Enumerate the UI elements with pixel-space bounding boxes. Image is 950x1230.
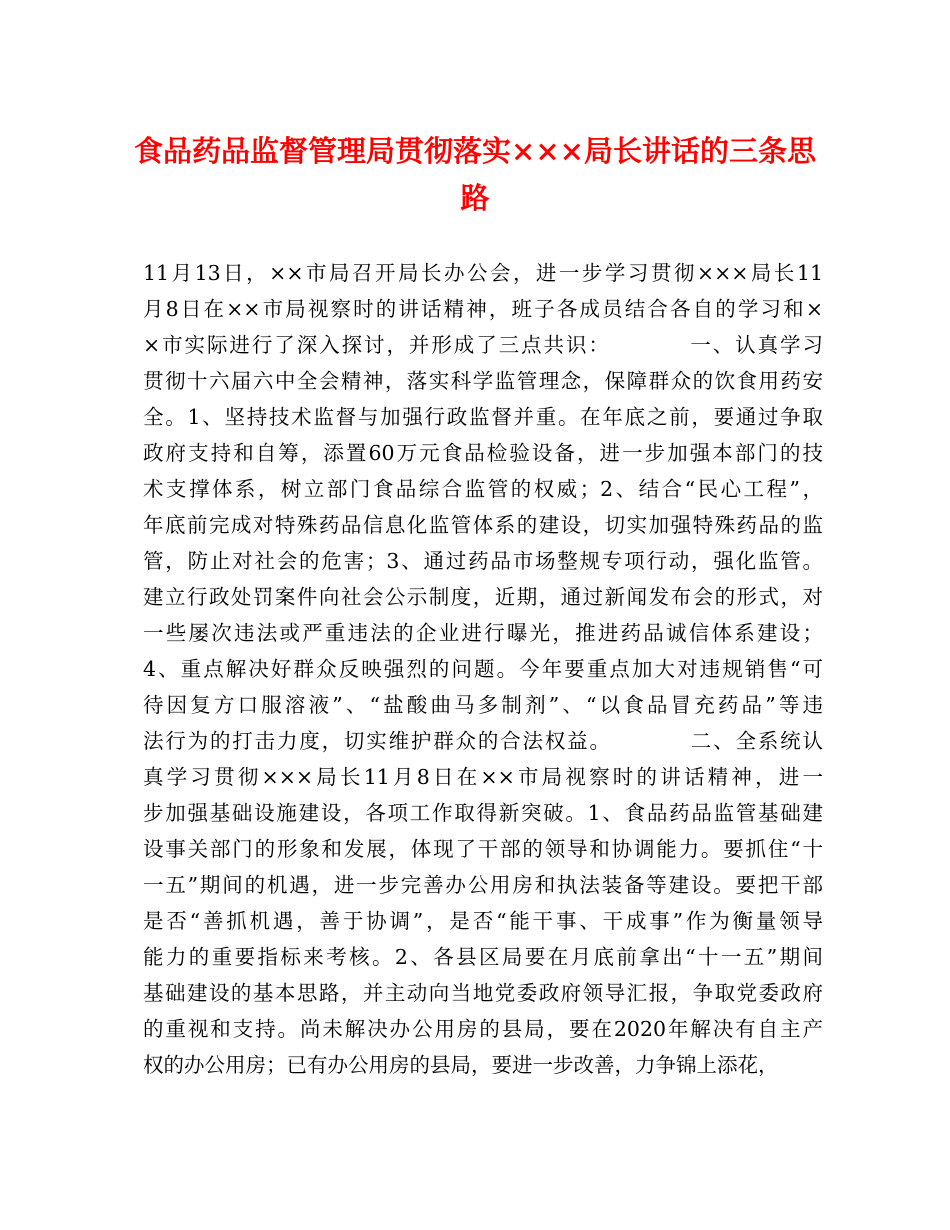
body-line: 待因复方口服溶液”、“盐酸曲马多制剂”、“以食品冒充药品”等违 <box>143 693 823 717</box>
title-line: 食品药品监督管理局贯彻落实×××局长讲话的三条思 <box>134 134 816 168</box>
body-line: 真学习贯彻×××局长11月8日在××市局视察时的讲话精神，进一 <box>143 765 823 789</box>
body-line: 建立行政处罚案件向社会公示制度，近期，通过新闻发布会的形式，对 <box>143 585 823 609</box>
body-line: 贯彻十六届六中全会精神，落实科学监管理念，保障群众的饮食用药安 <box>143 369 823 393</box>
document-body <box>143 255 823 1083</box>
body-line: 基础建设的基本思路，并主动向当地党委政府领导汇报，争取党委政府 <box>143 981 823 1005</box>
body-line: 设事关部门的形象和发展，体现了干部的领导和协调能力。要抓住“十 <box>143 837 823 861</box>
body-line: 一些屡次违法或严重违法的企业进行曝光，推进药品诚信体系建设； <box>143 621 823 645</box>
body-line: 管，防止对社会的危害；3、通过药品市场整规专项行动，强化监管。 <box>143 549 823 573</box>
body-line: 能力的重要指标来考核。2、各县区局要在月底前拿出“十一五”期间 <box>143 945 823 969</box>
document-title <box>120 128 830 222</box>
body-line: 权的办公用房；已有办公用房的县局，要进一步改善，力争锦上添花， <box>143 1053 779 1077</box>
body-line: 年底前完成对特殊药品信息化监管体系的建设，切实加强特殊药品的监 <box>143 513 823 537</box>
body-line: 一五”期间的机遇，进一步完善办公用房和执法装备等建设。要把干部 <box>143 873 823 897</box>
body-line: 月8日在××市局视察时的讲话精神，班子各成员结合各自的学习和× <box>143 297 823 321</box>
body-line: 全。1、坚持技术监督与加强行政监督并重。在年底之前，要通过争取 <box>143 405 823 429</box>
title-line: 路 <box>460 181 490 215</box>
body-line: 术支撑体系，树立部门食品综合监管的权威；2、结合“民心工程”， <box>143 477 823 501</box>
body-line: 的重视和支持。尚未解决办公用房的县局，要在2020年解决有自主产 <box>143 1017 823 1041</box>
body-line: 4、重点解决好群众反映强烈的问题。今年要重点加大对违规销售“可 <box>143 657 823 681</box>
body-line: 政府支持和自筹，添置60万元食品检验设备，进一步加强本部门的技 <box>143 441 823 465</box>
body-line: 步加强基础设施建设，各项工作取得新突破。1、食品药品监管基础建 <box>143 801 823 825</box>
body-line: 11月13日，××市局召开局长办公会，进一步学习贯彻×××局长11 <box>143 261 823 285</box>
body-line: 法行为的打击力度，切实维护群众的合法权益。 二、全系统认 <box>143 729 823 753</box>
body-line: 是否“善抓机遇，善于协调”，是否“能干事、干成事”作为衡量领导 <box>143 909 823 933</box>
body-line: ×市实际进行了深入探讨，并形成了三点共识： 一、认真学习 <box>143 333 823 357</box>
